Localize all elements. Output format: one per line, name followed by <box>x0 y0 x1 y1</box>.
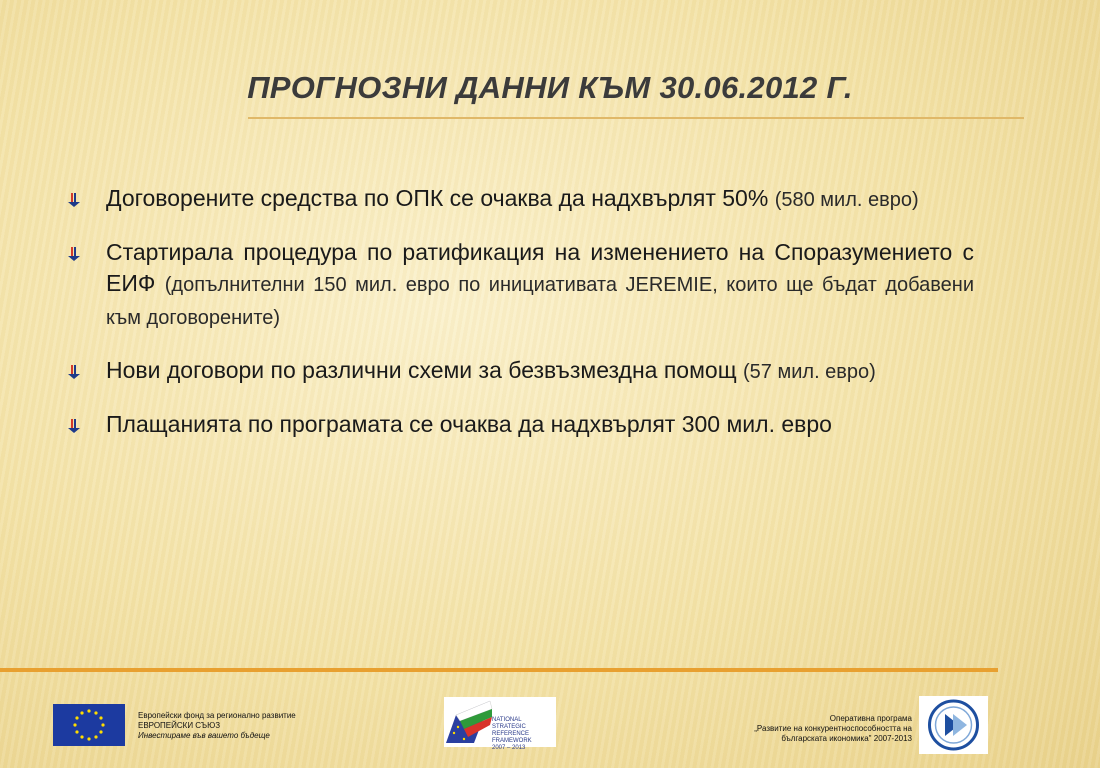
nsrf-line: NATIONAL <box>492 717 522 723</box>
bullet-item <box>66 409 974 442</box>
bullet-sub-text: (580 мил. евро) <box>774 189 919 211</box>
bullet-main-text: Плащанията по програмата се очаква да надхвърлят 300 мил. евро <box>106 411 832 437</box>
eu-fund-caption <box>138 711 296 741</box>
bullet-item <box>66 183 974 216</box>
down-arrow-bullet-icon <box>66 246 82 262</box>
eu-fund-name: Европейски фонд за регионално развитие <box>138 711 296 720</box>
bullet-sub-text: (57 мил. евро) <box>743 361 876 383</box>
bullet-main-text: Стартирала процедура по ратификация на изменението на Споразумението с ЕИФ <box>106 239 974 296</box>
competitiveness-logo-icon <box>919 696 988 754</box>
bullet-list <box>66 183 974 463</box>
bullet-text <box>106 409 974 442</box>
operational-programme-caption <box>754 714 912 744</box>
eu-union-name: ЕВРОПЕЙСКИ СЪЮЗ <box>138 721 221 730</box>
bullet-item <box>66 237 974 334</box>
bullet-main-text: Нови договори по различни схеми за безвъзмездна помощ <box>106 357 737 383</box>
bullet-item <box>66 355 974 388</box>
title-divider <box>248 117 1024 119</box>
footer-divider <box>0 668 998 672</box>
nsrf-logo <box>444 697 556 751</box>
nsrf-line: STRATEGIC <box>492 724 526 730</box>
bullet-sub-text: (допълнителни 150 мил. евро по инициативата JEREMIE, които ще бъдат добавени към договорените) <box>106 274 975 329</box>
op-line: „Развитие на конкурентноспособността на <box>754 724 912 733</box>
eu-slogan: Инвестираме във вашето бъдеще <box>138 731 270 740</box>
eu-flag-icon <box>53 704 125 746</box>
slide-title: ПРОГНОЗНИ ДАННИ КЪМ 30.06.2012 Г. <box>247 70 853 105</box>
bullet-text <box>106 183 974 216</box>
down-arrow-bullet-icon <box>66 418 82 434</box>
bullet-text <box>106 237 974 334</box>
op-line: Оперативна програма <box>829 714 912 723</box>
nsrf-line: REFERENCE FRAMEWORK <box>492 731 532 744</box>
down-arrow-bullet-icon <box>66 364 82 380</box>
down-arrow-bullet-icon <box>66 192 82 208</box>
op-line: българската икономика" 2007-2013 <box>781 734 912 743</box>
nsrf-line: 2007 – 2013 <box>492 745 526 751</box>
bullet-text <box>106 355 974 388</box>
bullet-main-text: Договорените средства по ОПК се очаква да надхвърлят 50% <box>106 185 769 211</box>
nsrf-caption <box>492 717 556 752</box>
